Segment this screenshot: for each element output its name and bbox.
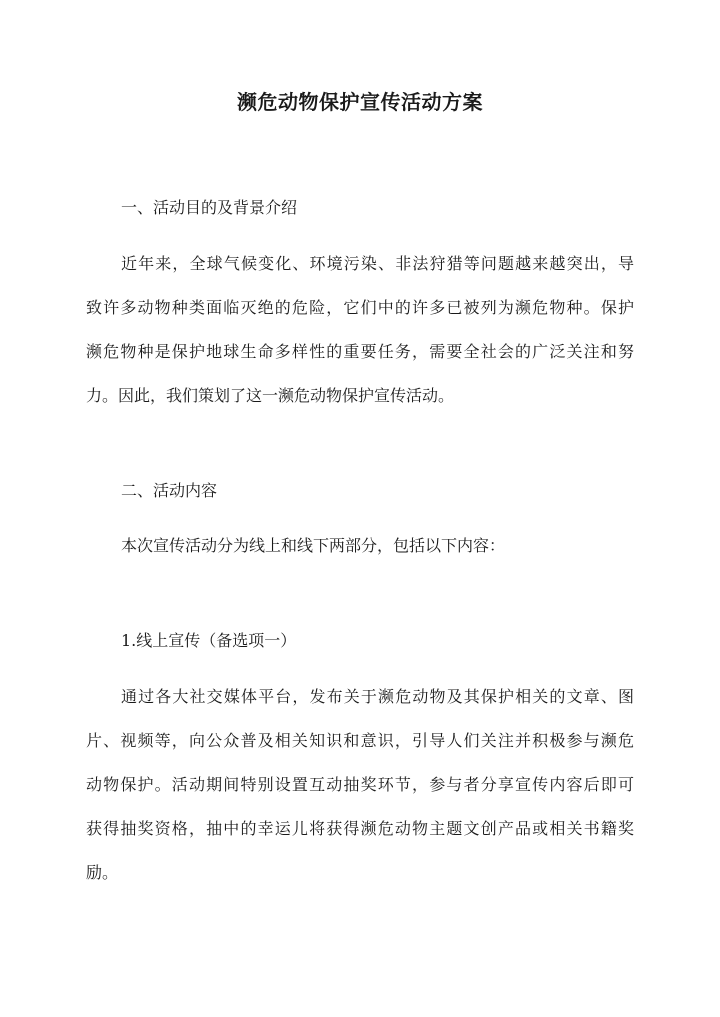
paragraph-line: 致许多动物种类面临灭绝的危险，它们中的许多已被列为濒危物种。保护 — [86, 298, 634, 317]
section-1-paragraph — [86, 242, 634, 418]
paragraph-line: 近年来，全球气候变化、环境污染、非法狩猎等问题越来越突出，导 — [121, 254, 634, 273]
paragraph-line: 濒危物种是保护地球生命多样性的重要任务，需要全社会的广泛关注和努 — [86, 342, 634, 361]
paragraph-line: 力。因此，我们策划了这一濒危动物保护宣传活动。 — [86, 386, 455, 405]
paragraph-line: 动物保护。活动期间特别设置互动抽奖环节，参与者分享宣传内容后即可 — [86, 775, 634, 794]
subsection-1-paragraph — [86, 675, 634, 895]
section-1-heading: 一、活动目的及背景介绍 — [121, 198, 298, 217]
paragraph-line: 片、视频等，向公众普及相关知识和意识，引导人们关注并积极参与濒危 — [86, 731, 634, 750]
subsection-1-heading: 1.线上宣传（备选项一） — [121, 631, 297, 650]
paragraph-line: 励。 — [86, 863, 119, 882]
section-2-intro: 本次宣传活动分为线上和线下两部分，包括以下内容： — [121, 536, 506, 555]
paragraph-line: 通过各大社交媒体平台，发布关于濒危动物及其保护相关的文章、图 — [121, 687, 634, 706]
document-title: 濒危动物保护宣传活动方案 — [237, 90, 483, 114]
paragraph-line: 获得抽奖资格，抽中的幸运儿将获得濒危动物主题文创产品或相关书籍奖 — [86, 819, 634, 838]
section-2-heading: 二、活动内容 — [121, 481, 218, 500]
